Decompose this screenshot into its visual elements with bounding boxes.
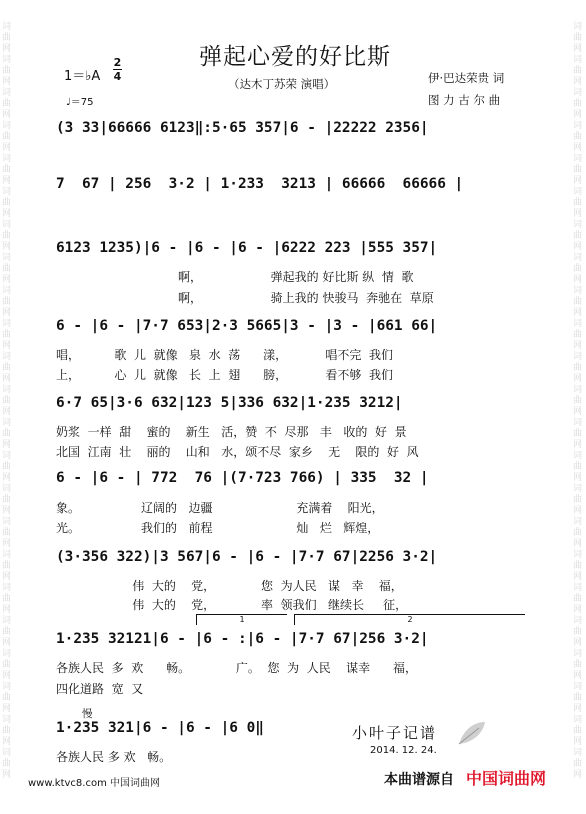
watermark-char: 网 — [573, 770, 583, 780]
watermark-char: 曲 — [573, 495, 583, 505]
watermark-char: 曲 — [2, 297, 12, 307]
score-line-4: 6 - |6 - |7·7 653|2·3 5665|3 - |3 - |661 66| — [56, 318, 438, 334]
watermark-char: 词 — [573, 88, 583, 98]
watermark-char: 曲 — [573, 429, 583, 439]
watermark-char: 网 — [573, 407, 583, 417]
watermark-char: 网 — [2, 770, 12, 780]
volta-1: 1 — [196, 614, 287, 625]
watermark-char: 曲 — [573, 594, 583, 604]
watermark-char: 网 — [573, 275, 583, 285]
watermark-char: 网 — [2, 77, 12, 87]
watermark-char: 曲 — [2, 594, 12, 604]
lyric-6b: 光。 我们的 前程 灿 烂 辉煌， — [56, 521, 380, 535]
watermark-char: 曲 — [573, 297, 583, 307]
watermark-char: 网 — [573, 704, 583, 714]
slow-mark: 慢 — [82, 708, 93, 720]
watermark-char: 网 — [573, 44, 583, 54]
score-line-3: 6123 1235)|6 - |6 - |6 - |6222 223 |555 357| — [56, 240, 438, 256]
watermark-char: 网 — [573, 605, 583, 615]
watermark-char: 词 — [573, 220, 583, 230]
watermark-char: 词 — [2, 583, 12, 593]
watermark-char: 曲 — [573, 264, 583, 274]
watermark-char: 曲 — [573, 396, 583, 406]
watermark-char: 曲 — [2, 165, 12, 175]
singer-credit: （达木丁苏荣 演唱） — [228, 77, 336, 91]
watermark-char: 词 — [573, 319, 583, 329]
watermark-char: 词 — [2, 319, 12, 329]
watermark-char: 网 — [573, 572, 583, 582]
watermark-char: 词 — [2, 55, 12, 65]
watermark-char: 曲 — [2, 66, 12, 76]
watermark-char: 词 — [2, 352, 12, 362]
source-label: 本曲谱源自 — [384, 772, 454, 788]
watermark-char: 曲 — [2, 363, 12, 373]
watermark-char: 曲 — [573, 363, 583, 373]
watermark-char: 曲 — [2, 495, 12, 505]
lyric-7b: 伟 大的 党， 率 领我们 继续长 征， — [56, 598, 408, 612]
watermark-char: 曲 — [2, 132, 12, 142]
watermark-char: 网 — [573, 209, 583, 219]
lyric-5a: 奶浆 一样 甜 蜜的 新生 活，赞 不 尽那 丰 收的 好 景 — [56, 425, 407, 439]
watermark-char: 网 — [2, 44, 12, 54]
watermark-char: 词 — [573, 715, 583, 725]
watermark-char: 词 — [573, 616, 583, 626]
watermark-char: 网 — [2, 308, 12, 318]
score-line-2: 7 67 | 256 3·2 | 1·233 3213 | 66666 66666 | — [56, 176, 464, 192]
watermark-char: 词 — [573, 253, 583, 263]
watermark-char: 词 — [2, 517, 12, 527]
tempo-mark: ♩＝75 — [66, 97, 94, 108]
score-line-8: 1·235 32121|6 - |6 - :|6 - |7·7 67|256 3·2| — [56, 631, 429, 647]
site-link[interactable]: www.ktvc8.com 中国词曲网 — [28, 778, 161, 789]
watermark-char: 网 — [2, 473, 12, 483]
watermark-char: 网 — [573, 539, 583, 549]
watermark-char: 网 — [2, 539, 12, 549]
watermark-char: 词 — [2, 121, 12, 131]
watermark-char: 网 — [573, 143, 583, 153]
watermark-char: 词 — [573, 550, 583, 560]
watermark-char: 网 — [573, 341, 583, 351]
watermark-char: 网 — [2, 638, 12, 648]
watermark-char: 曲 — [573, 759, 583, 769]
watermark-char: 词 — [2, 484, 12, 494]
watermark-char: 网 — [573, 737, 583, 747]
watermark-char: 词 — [573, 649, 583, 659]
watermark-char: 曲 — [2, 693, 12, 703]
watermark-char: 词 — [2, 187, 12, 197]
watermark-char: 词 — [573, 385, 583, 395]
watermark-char: 词 — [573, 451, 583, 461]
time-signature — [113, 57, 122, 82]
volta-2: 2 — [294, 614, 525, 625]
watermark-char: 曲 — [573, 561, 583, 571]
watermark-char: 网 — [2, 407, 12, 417]
watermark-char: 曲 — [2, 33, 12, 43]
watermark-char: 曲 — [2, 198, 12, 208]
watermark-char: 网 — [2, 506, 12, 516]
watermark-char: 词 — [573, 517, 583, 527]
watermark-char: 词 — [2, 253, 12, 263]
watermark-char: 网 — [2, 176, 12, 186]
watermark-char: 网 — [573, 506, 583, 516]
key-signature: 1＝♭A — [64, 69, 101, 84]
watermark-char: 曲 — [2, 264, 12, 274]
watermark-char: 词 — [573, 22, 583, 32]
watermark-char: 词 — [2, 154, 12, 164]
watermark-char: 词 — [2, 418, 12, 428]
lyric-3a: 啊， 弹起我的 好比斯 纵 情 歌 — [178, 270, 414, 284]
watermark-char: 词 — [2, 385, 12, 395]
watermark-char: 词 — [2, 550, 12, 560]
watermark-char: 曲 — [573, 330, 583, 340]
watermark-char: 曲 — [2, 462, 12, 472]
watermark-char: 网 — [2, 737, 12, 747]
watermark-char: 网 — [2, 704, 12, 714]
lyric-5b: 北国 江南 壮 丽的 山和 水，颂不尽 家乡 无 限的 好 风 — [56, 445, 419, 459]
watermark-char: 曲 — [573, 165, 583, 175]
watermark-char: 曲 — [573, 726, 583, 736]
watermark-char: 网 — [2, 440, 12, 450]
score-line-7: (3·356 322)|3 567|6 - |6 - |7·7 67|2256 3·2| — [56, 549, 438, 565]
watermark-char: 网 — [2, 143, 12, 153]
watermark-char: 网 — [2, 110, 12, 120]
leaf-icon — [455, 718, 489, 748]
score-line-1: (3 33|66666 6123‖:5·65 357|6 - |22222 2356| — [56, 120, 429, 136]
watermark-char: 曲 — [573, 33, 583, 43]
watermark-char: 词 — [2, 682, 12, 692]
watermark-char: 网 — [573, 308, 583, 318]
watermark-char: 词 — [573, 187, 583, 197]
watermark-char: 曲 — [573, 462, 583, 472]
lyric-7a: 伟 大的 党， 您 为人民 谋 幸 福， — [56, 579, 403, 593]
watermark-char: 词 — [573, 484, 583, 494]
lyric-9a: 各族人民 多 欢 畅。 — [56, 750, 172, 764]
watermark-char: 曲 — [2, 396, 12, 406]
transcribe-date: 2014. 12. 24. — [370, 745, 437, 756]
watermark-char: 曲 — [2, 429, 12, 439]
time-bottom: 4 — [113, 70, 122, 83]
watermark-char: 网 — [2, 572, 12, 582]
watermark-char: 网 — [573, 671, 583, 681]
watermark-char: 曲 — [573, 99, 583, 109]
watermark-char: 网 — [573, 374, 583, 384]
watermark-char: 曲 — [2, 330, 12, 340]
watermark-char: 曲 — [573, 198, 583, 208]
song-title: 弹起心爱的好比斯 — [199, 44, 391, 70]
lyric-3b: 啊， 骑上我的 快骏马 奔驰在 草原 — [178, 291, 434, 305]
watermark-char: 网 — [2, 242, 12, 252]
watermark-char: 曲 — [573, 693, 583, 703]
watermark-char: 网 — [2, 671, 12, 681]
watermark-char: 网 — [573, 242, 583, 252]
watermark-char: 词 — [573, 55, 583, 65]
watermark-char: 词 — [573, 121, 583, 131]
watermark-char: 词 — [2, 715, 12, 725]
watermark-char: 曲 — [2, 561, 12, 571]
watermark-char: 词 — [573, 682, 583, 692]
lyric-8b: 四化道路 宽 又 — [56, 682, 144, 696]
watermark-char: 词 — [2, 451, 12, 461]
watermark-char: 词 — [573, 748, 583, 758]
watermark-char: 网 — [573, 638, 583, 648]
watermark-char: 曲 — [573, 660, 583, 670]
watermark-char: 网 — [2, 275, 12, 285]
watermark-char: 网 — [573, 110, 583, 120]
score-line-5: 6·7 65|3·6 632|123 5|336 632|1·235 3212| — [56, 395, 403, 411]
watermark-char: 网 — [2, 605, 12, 615]
lyric-4b: 上， 心 儿 就像 长 上 翅 膀， 看不够 我们 — [56, 368, 393, 382]
watermark-char: 曲 — [573, 627, 583, 637]
watermark-char: 网 — [573, 77, 583, 87]
watermark-char: 曲 — [2, 759, 12, 769]
watermark-char: 词 — [573, 583, 583, 593]
transcriber-signature: 小叶子记谱 — [352, 724, 438, 742]
watermark-char: 网 — [2, 341, 12, 351]
watermark-char: 词 — [2, 616, 12, 626]
score-line-9: 1·235 321|6 - |6 - |6 0‖ — [56, 720, 264, 736]
watermark-char: 曲 — [573, 66, 583, 76]
watermark-char: 曲 — [573, 528, 583, 538]
watermark-char: 词 — [573, 352, 583, 362]
watermark-char: 网 — [2, 209, 12, 219]
lyricist-credit: 伊·巴达荣贵 词 — [428, 71, 505, 85]
lyric-4a: 唱， 歌 儿 就像 泉 水 荡 漾， 唱不完 我们 — [56, 348, 393, 362]
watermark-char: 曲 — [2, 726, 12, 736]
watermark-char: 词 — [2, 220, 12, 230]
source-brand: 中国词曲网 — [466, 769, 547, 788]
time-top: 2 — [113, 56, 122, 69]
watermark-char: 网 — [573, 440, 583, 450]
watermark-char: 曲 — [2, 627, 12, 637]
composer-credit: 图 力 古 尔 曲 — [428, 93, 501, 107]
watermark-char: 曲 — [573, 231, 583, 241]
lyric-6a: 象。 辽阔的 边疆 充满着 阳光， — [56, 501, 384, 515]
watermark-char: 词 — [2, 649, 12, 659]
watermark-char: 网 — [573, 473, 583, 483]
watermark-char: 网 — [573, 176, 583, 186]
score-line-6: 6 - |6 - | 772 76 |(7·723 766) | 335 32 | — [56, 470, 429, 486]
watermark-char: 词 — [573, 154, 583, 164]
watermark-char: 词 — [573, 286, 583, 296]
watermark-char: 词 — [2, 88, 12, 98]
watermark-char: 曲 — [573, 132, 583, 142]
watermark-char: 曲 — [2, 660, 12, 670]
lyric-8a: 各族人民 多 欢 畅。 广。 您 为 人民 谋幸 福， — [56, 661, 417, 675]
watermark-char: 曲 — [2, 528, 12, 538]
watermark-char: 词 — [2, 748, 12, 758]
watermark-char: 词 — [2, 286, 12, 296]
watermark-char: 曲 — [2, 99, 12, 109]
watermark-char: 网 — [2, 374, 12, 384]
watermark-char: 曲 — [2, 231, 12, 241]
watermark-char: 词 — [2, 22, 12, 32]
watermark-char: 词 — [573, 418, 583, 428]
